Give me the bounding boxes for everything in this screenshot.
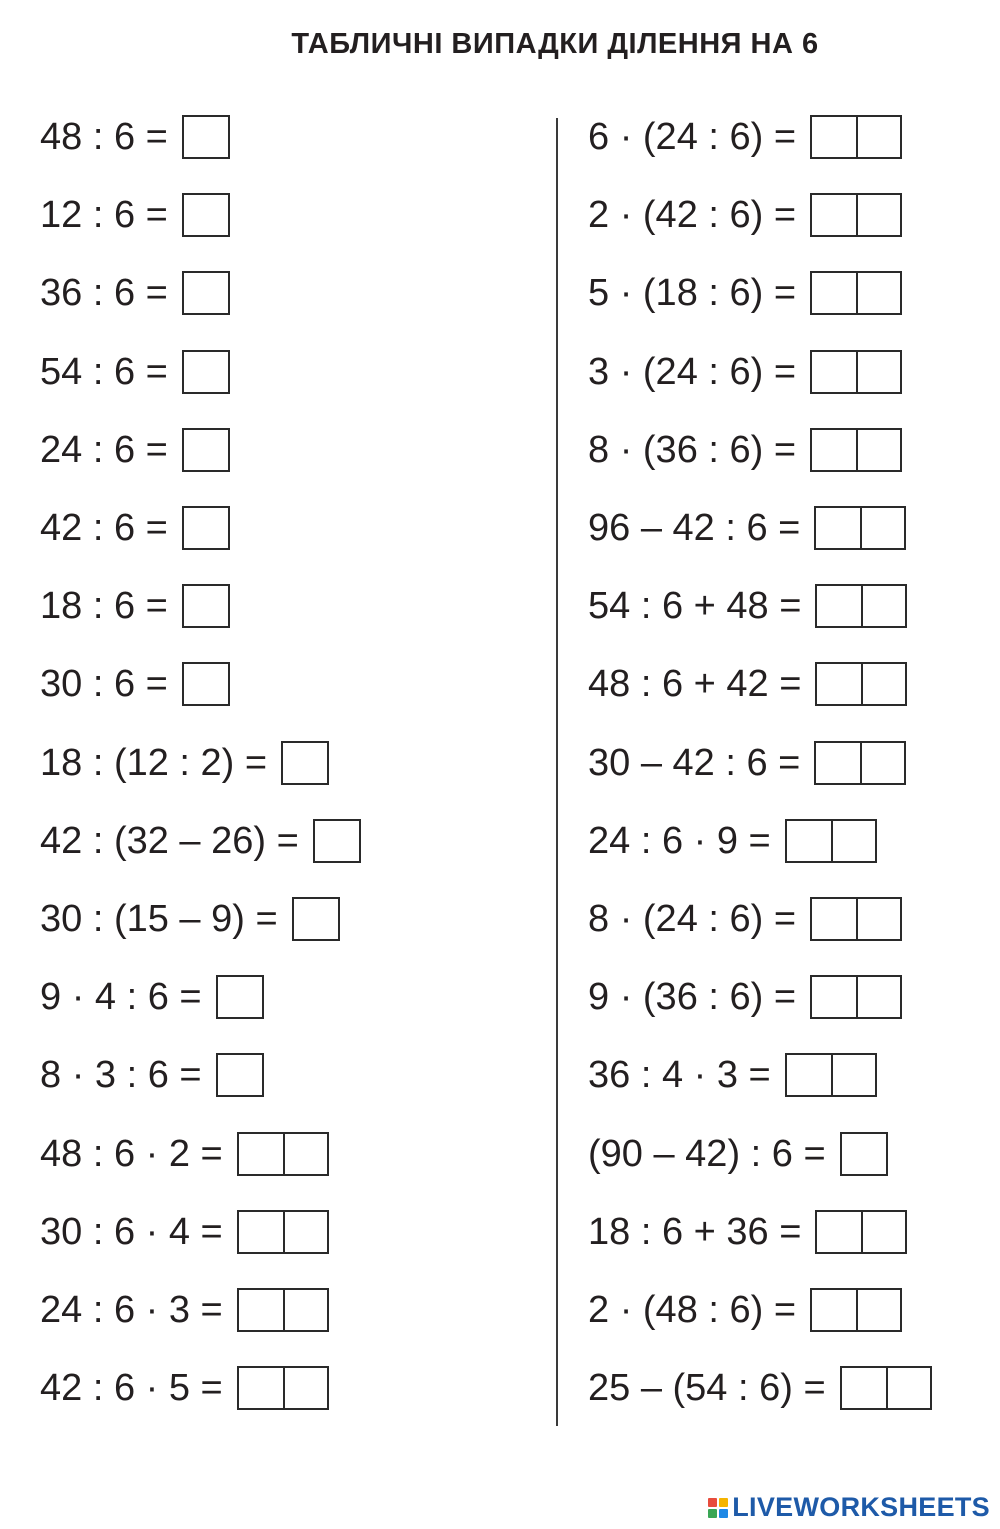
right-equation-row (588, 349, 902, 395)
column-divider (556, 118, 558, 1426)
equation-expression: 36 : 4 · 3 = (588, 1054, 771, 1096)
answer-digit-cell[interactable] (239, 1290, 283, 1330)
answer-digit-cell[interactable] (239, 1212, 283, 1252)
answer-digit-cell[interactable] (812, 352, 856, 392)
answer-digit-cell[interactable] (184, 117, 228, 157)
answer-digit-cell[interactable] (184, 586, 228, 626)
right-equation-row (588, 661, 907, 707)
liveworksheets-logo (708, 1492, 990, 1523)
answer-box[interactable] (810, 271, 902, 315)
answer-digit-cell[interactable] (817, 1212, 861, 1252)
answer-digit-cell[interactable] (787, 1055, 831, 1095)
left-equation-row (40, 1209, 329, 1255)
answer-digit-cell[interactable] (812, 430, 856, 470)
answer-digit-cell[interactable] (856, 1290, 900, 1330)
liveworksheets-logo-text: LIVEWORKSHEETS (732, 1492, 990, 1522)
answer-digit-cell[interactable] (218, 1055, 262, 1095)
answer-box[interactable] (182, 271, 230, 315)
right-equation-row (588, 1052, 877, 1098)
answer-digit-cell[interactable] (860, 743, 904, 783)
answer-digit-cell[interactable] (283, 1290, 327, 1330)
right-equation-row (588, 270, 902, 316)
answer-digit-cell[interactable] (184, 273, 228, 313)
equation-expression: 54 : 6 + 48 = (588, 585, 802, 627)
answer-digit-cell[interactable] (315, 821, 359, 861)
answer-digit-cell[interactable] (283, 1134, 327, 1174)
right-equation-row (588, 1365, 932, 1411)
answer-box[interactable] (810, 115, 902, 159)
equation-expression: 5 · (18 : 6) = (588, 272, 797, 314)
right-equation-row (588, 583, 907, 629)
left-equation-row (40, 349, 230, 395)
answer-box[interactable] (815, 1210, 907, 1254)
equation-expression: (90 – 42) : 6 = (588, 1133, 826, 1175)
equation-expression: 24 : 6 = (40, 429, 168, 471)
answer-box[interactable] (182, 506, 230, 550)
answer-box[interactable] (216, 1053, 264, 1097)
answer-box[interactable] (237, 1288, 329, 1332)
equation-expression: 30 : 6 = (40, 663, 168, 705)
answer-digit-cell[interactable] (817, 664, 861, 704)
right-equation-row (588, 818, 877, 864)
answer-box[interactable] (292, 897, 340, 941)
answer-box[interactable] (840, 1132, 888, 1176)
answer-digit-cell[interactable] (812, 977, 856, 1017)
answer-digit-cell[interactable] (856, 430, 900, 470)
answer-digit-cell[interactable] (856, 117, 900, 157)
answer-digit-cell[interactable] (856, 899, 900, 939)
equation-expression: 12 : 6 = (40, 194, 168, 236)
left-equation-row (40, 974, 264, 1020)
left-equation-row (40, 114, 230, 160)
answer-digit-cell[interactable] (856, 195, 900, 235)
equation-expression: 42 : 6 · 5 = (40, 1367, 223, 1409)
equation-expression: 2 · (42 : 6) = (588, 194, 797, 236)
equation-expression: 18 : (12 : 2) = (40, 742, 268, 784)
equation-expression: 42 : 6 = (40, 507, 168, 549)
equation-expression: 8 · (24 : 6) = (588, 898, 797, 940)
answer-digit-cell[interactable] (842, 1368, 886, 1408)
answer-box[interactable] (815, 584, 907, 628)
answer-digit-cell[interactable] (860, 508, 904, 548)
equation-expression: 36 : 6 = (40, 272, 168, 314)
equation-expression: 48 : 6 + 42 = (588, 663, 802, 705)
answer-digit-cell[interactable] (812, 1290, 856, 1330)
equation-expression: 48 : 6 = (40, 116, 168, 158)
answer-box[interactable] (810, 193, 902, 237)
answer-digit-cell[interactable] (812, 899, 856, 939)
answer-digit-cell[interactable] (294, 899, 338, 939)
left-equation-row (40, 192, 230, 238)
right-equation-row (588, 114, 902, 160)
answer-digit-cell[interactable] (218, 977, 262, 1017)
left-equation-row (40, 1365, 329, 1411)
equation-expression: 24 : 6 · 3 = (40, 1289, 223, 1331)
answer-digit-cell[interactable] (184, 664, 228, 704)
answer-digit-cell[interactable] (239, 1134, 283, 1174)
answer-digit-cell[interactable] (856, 352, 900, 392)
equation-expression: 9 · (36 : 6) = (588, 976, 797, 1018)
answer-digit-cell[interactable] (861, 1212, 905, 1252)
answer-box[interactable] (237, 1132, 329, 1176)
equation-expression: 54 : 6 = (40, 351, 168, 393)
liveworksheets-logo-icon (708, 1498, 728, 1518)
right-equation-row (588, 427, 902, 473)
answer-digit-cell[interactable] (816, 508, 860, 548)
answer-box[interactable] (237, 1210, 329, 1254)
answer-digit-cell[interactable] (856, 273, 900, 313)
equation-expression: 6 · (24 : 6) = (588, 116, 797, 158)
answer-digit-cell[interactable] (184, 430, 228, 470)
answer-digit-cell[interactable] (856, 977, 900, 1017)
answer-digit-cell[interactable] (787, 821, 831, 861)
right-equation-row (588, 740, 906, 786)
answer-digit-cell[interactable] (812, 195, 856, 235)
answer-box[interactable] (815, 662, 907, 706)
right-equation-row (588, 1131, 888, 1177)
right-equation-row (588, 1287, 902, 1333)
answer-digit-cell[interactable] (817, 586, 861, 626)
left-equation-row (40, 1052, 264, 1098)
left-equation-row (40, 1287, 329, 1333)
right-equation-row (588, 192, 902, 238)
equation-expression: 9 · 4 : 6 = (40, 976, 202, 1018)
left-equation-row (40, 427, 230, 473)
answer-digit-cell[interactable] (831, 821, 875, 861)
answer-box[interactable] (182, 115, 230, 159)
answer-box[interactable] (281, 741, 329, 785)
answer-digit-cell[interactable] (184, 352, 228, 392)
equation-expression: 30 : (15 – 9) = (40, 898, 278, 940)
answer-box[interactable] (785, 819, 877, 863)
answer-digit-cell[interactable] (842, 1134, 886, 1174)
answer-digit-cell[interactable] (861, 586, 905, 626)
answer-box[interactable] (182, 662, 230, 706)
left-equation-row (40, 896, 340, 942)
equation-expression: 25 – (54 : 6) = (588, 1367, 826, 1409)
right-equation-row (588, 974, 902, 1020)
equation-expression: 48 : 6 · 2 = (40, 1133, 223, 1175)
equation-expression: 8 · 3 : 6 = (40, 1054, 202, 1096)
equation-expression: 18 : 6 + 36 = (588, 1211, 802, 1253)
answer-box[interactable] (814, 506, 906, 550)
answer-box[interactable] (182, 428, 230, 472)
right-equation-row (588, 1209, 907, 1255)
left-equation-row (40, 505, 230, 551)
answer-box[interactable] (182, 193, 230, 237)
answer-digit-cell[interactable] (816, 743, 860, 783)
equation-expression: 96 – 42 : 6 = (588, 507, 801, 549)
answer-box[interactable] (785, 1053, 877, 1097)
answer-box[interactable] (237, 1366, 329, 1410)
answer-box[interactable] (313, 819, 361, 863)
answer-box[interactable] (216, 975, 264, 1019)
answer-digit-cell[interactable] (831, 1055, 875, 1095)
left-equation-row (40, 661, 230, 707)
answer-digit-cell[interactable] (184, 195, 228, 235)
answer-box[interactable] (814, 741, 906, 785)
answer-box[interactable] (810, 1288, 902, 1332)
answer-digit-cell[interactable] (861, 664, 905, 704)
right-equation-row (588, 505, 906, 551)
answer-digit-cell[interactable] (184, 508, 228, 548)
answer-digit-cell[interactable] (812, 273, 856, 313)
equation-expression: 3 · (24 : 6) = (588, 351, 797, 393)
equation-expression: 24 : 6 · 9 = (588, 820, 771, 862)
left-equation-row (40, 583, 230, 629)
left-equation-row (40, 740, 329, 786)
equation-expression: 18 : 6 = (40, 585, 168, 627)
answer-box[interactable] (182, 350, 230, 394)
equation-expression: 42 : (32 – 26) = (40, 820, 299, 862)
answer-box[interactable] (810, 350, 902, 394)
equation-expression: 30 – 42 : 6 = (588, 742, 801, 784)
answer-box[interactable] (810, 428, 902, 472)
answer-digit-cell[interactable] (283, 1212, 327, 1252)
left-equation-row (40, 270, 230, 316)
worksheet-title: ТАБЛИЧНІ ВИПАДКИ ДІЛЕННЯ НА 6 (291, 28, 819, 60)
answer-box[interactable] (810, 897, 902, 941)
answer-digit-cell[interactable] (239, 1368, 283, 1408)
left-equation-row (40, 818, 361, 864)
answer-digit-cell[interactable] (283, 743, 327, 783)
answer-digit-cell[interactable] (283, 1368, 327, 1408)
right-equation-row (588, 896, 902, 942)
equation-expression: 8 · (36 : 6) = (588, 429, 797, 471)
answer-box[interactable] (182, 584, 230, 628)
answer-digit-cell[interactable] (812, 117, 856, 157)
left-equation-row (40, 1131, 329, 1177)
answer-box[interactable] (840, 1366, 932, 1410)
equation-expression: 30 : 6 · 4 = (40, 1211, 223, 1253)
answer-digit-cell[interactable] (886, 1368, 930, 1408)
equation-expression: 2 · (48 : 6) = (588, 1289, 797, 1331)
answer-box[interactable] (810, 975, 902, 1019)
